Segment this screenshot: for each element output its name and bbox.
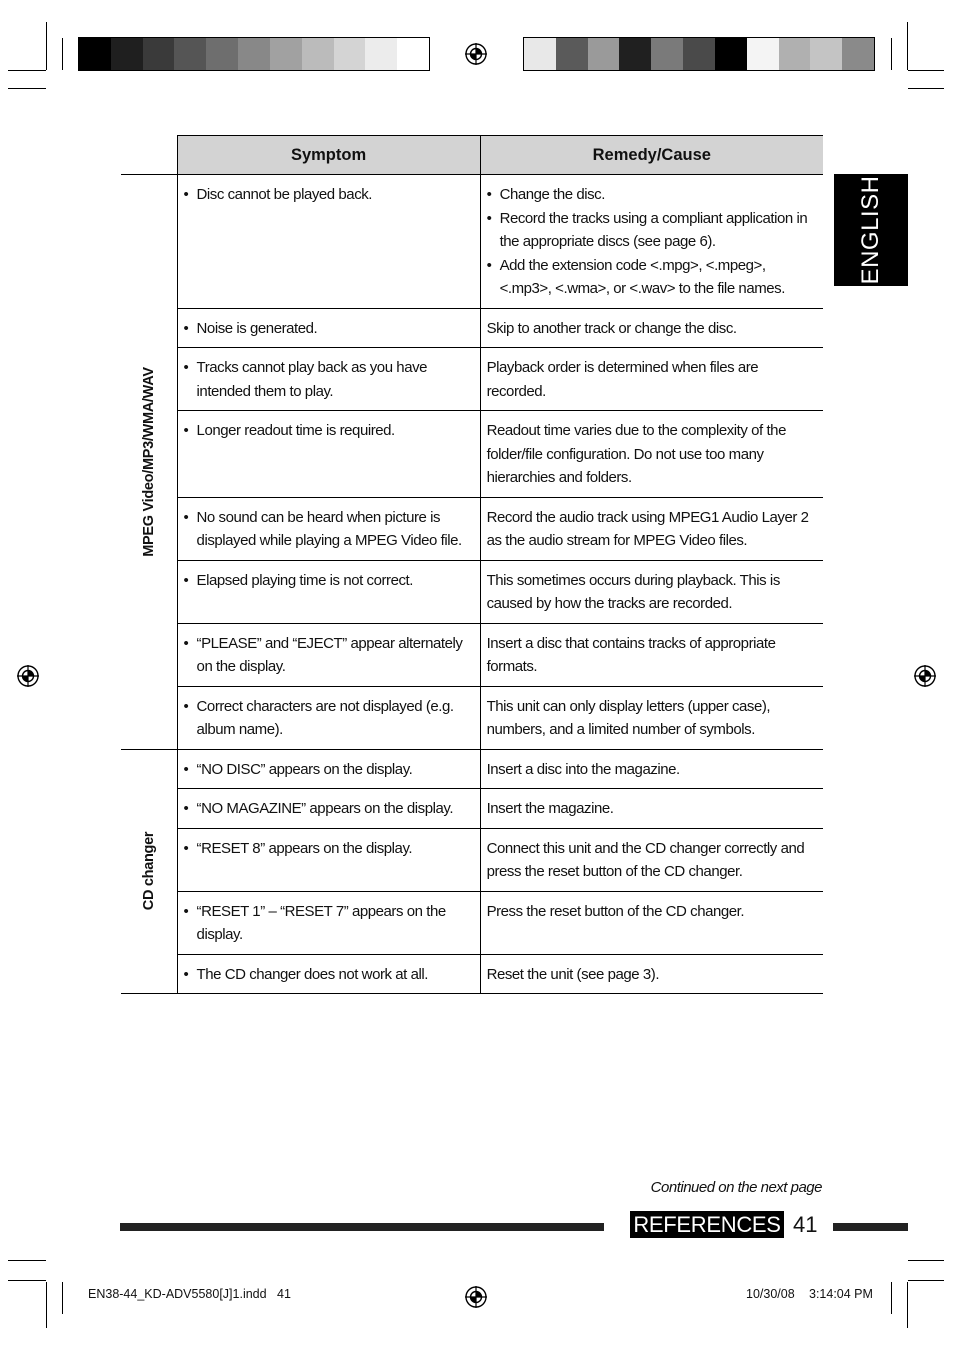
crop-mark [908, 88, 944, 89]
crosshair-target-icon [913, 664, 937, 688]
crop-mark [8, 88, 46, 89]
color-swatch [238, 38, 270, 70]
symptom-text: • The CD changer does not work at all. [197, 963, 475, 987]
remedy-text: • Record the tracks using a compliant application in the appropriate discs (see page 6). [500, 207, 818, 254]
color-swatch [810, 38, 842, 70]
table-row [121, 308, 823, 348]
symptom-text: • “NO DISC” appears on the display. [197, 758, 475, 782]
crop-mark [8, 70, 46, 71]
color-swatch [715, 38, 747, 70]
symptom-text: • Longer readout time is required. [197, 419, 475, 443]
table-row [121, 954, 823, 994]
remedy-text: Readout time varies due to the complexity of the folder/file configuration. Do not use too many hierarchies and folders. [486, 422, 786, 486]
table-header-spacer [121, 136, 177, 175]
remedy-text: Insert the magazine. [486, 800, 614, 817]
symptom-cell [177, 686, 480, 749]
remedy-cell [480, 308, 823, 348]
remedy-text: Press the reset button of the CD changer. [486, 902, 745, 920]
color-swatch [302, 38, 334, 70]
symptom-cell [177, 749, 480, 789]
crop-mark [907, 1282, 908, 1328]
color-swatch [524, 38, 556, 70]
symptom-text: • Disc cannot be played back. [197, 183, 475, 207]
footer-rule-left [120, 1223, 604, 1231]
color-swatch [334, 38, 366, 70]
remedy-text: • Add the extension code <.mpg>, <.mpeg>, <.mp3>, <.wma>, or <.wav> to the file names. [500, 254, 818, 301]
crop-mark [62, 38, 63, 70]
color-swatch [842, 38, 874, 70]
symptom-cell [177, 308, 480, 348]
table-row [121, 789, 823, 829]
symptom-cell [177, 828, 480, 891]
remedy-cell [480, 348, 823, 411]
remedy-text: Insert a disc into the magazine. [486, 760, 680, 778]
symptom-cell [177, 497, 480, 560]
color-swatch [747, 38, 779, 70]
remedy-cell [480, 497, 823, 560]
color-swatch [206, 38, 238, 70]
page-number: 41 [793, 1212, 818, 1237]
print-slug-time: 3:14:04 PM [809, 1287, 873, 1301]
table-row [121, 497, 823, 560]
remedy-cell [480, 749, 823, 789]
language-tab [834, 174, 908, 286]
symptom-text: • “RESET 1” – “RESET 7” appears on the display. [197, 900, 475, 947]
remedy-text: This unit can only display letters (upper case), numbers, and a limited number of symbols. [486, 697, 771, 738]
remedy-text: Skip to another track or change the disc. [486, 319, 737, 337]
table-row [121, 828, 823, 891]
symptom-text: • Elapsed playing time is not correct. [197, 569, 475, 593]
crop-mark [46, 1282, 47, 1328]
remedy-cell [480, 411, 823, 498]
crop-mark [8, 1260, 46, 1261]
troubleshooting-table [121, 135, 823, 994]
category-label: MPEG Video/MP3/WMA/WAV [140, 367, 157, 557]
color-swatch [588, 38, 620, 70]
table-row [121, 623, 823, 686]
symptom-text: • No sound can be heard when picture is displayed while playing a MPEG Video file. [197, 506, 475, 553]
language-tab-label: ENGLISH [857, 175, 884, 285]
remedy-text: Reset the unit (see page 3). [486, 965, 660, 983]
table-row [121, 749, 823, 789]
crosshair-target-icon [464, 1285, 488, 1309]
crop-mark [46, 22, 47, 70]
remedy-cell [480, 175, 823, 309]
symptom-cell [177, 175, 480, 309]
category-cell [121, 749, 177, 994]
symptom-cell [177, 411, 480, 498]
crosshair-target-icon [16, 664, 40, 688]
crop-mark [62, 1282, 63, 1314]
continued-note: Continued on the next page [650, 1179, 822, 1196]
symptom-cell [177, 954, 480, 994]
symptom-text: • “RESET 8” appears on the display. [197, 837, 475, 861]
remedy-header: Remedy/Cause [480, 136, 823, 175]
color-swatch [619, 38, 651, 70]
remedy-cell [480, 954, 823, 994]
crosshair-target-icon [464, 42, 488, 66]
color-swatch [651, 38, 683, 70]
crop-mark [907, 22, 908, 70]
remedy-cell [480, 623, 823, 686]
symptom-text: • “PLEASE” and “EJECT” appear alternately on the display. [197, 632, 475, 679]
crop-mark [891, 38, 892, 70]
table-row [121, 560, 823, 623]
color-swatch [556, 38, 588, 70]
remedy-text: Record the audio track using MPEG1 Audio Layer 2 as the audio stream for MPEG Video files. [486, 508, 809, 549]
color-swatch [79, 38, 111, 70]
symptom-cell [177, 891, 480, 954]
symptom-text: • Noise is generated. [197, 317, 475, 341]
remedy-text: Insert a disc that contains tracks of appropriate formats. [486, 634, 776, 675]
remedy-text: Connect this unit and the CD changer correctly and press the reset button of the CD changer. [486, 839, 805, 880]
table-body [121, 175, 823, 994]
table-row [121, 891, 823, 954]
color-swatch [174, 38, 206, 70]
symptom-cell [177, 623, 480, 686]
table-row [121, 348, 823, 411]
table-row [121, 175, 823, 309]
crop-mark [908, 1260, 944, 1261]
crop-mark [8, 1280, 46, 1281]
category-label: CD changer [140, 832, 157, 911]
category-cell [121, 175, 177, 750]
color-swatch [683, 38, 715, 70]
symptom-cell [177, 348, 480, 411]
table-row [121, 686, 823, 749]
color-swatch [111, 38, 143, 70]
color-swatch [143, 38, 175, 70]
remedy-text: • Change the disc. [500, 183, 818, 207]
symptom-text: • Tracks cannot play back as you have intended them to play. [197, 356, 475, 403]
print-slug-date: 10/30/08 [746, 1287, 795, 1301]
remedy-text: This sometimes occurs during playback. This is caused by how the tracks are recorded. [486, 571, 780, 612]
remedy-cell [480, 686, 823, 749]
symptom-text: • “NO MAGAZINE” appears on the display. [197, 797, 475, 821]
section-label: REFERENCES [633, 1212, 781, 1237]
symptom-cell [177, 789, 480, 829]
table-header-row [121, 136, 823, 175]
table-row [121, 411, 823, 498]
symptom-text: • Correct characters are not displayed (e.g. album name). [197, 695, 475, 742]
color-swatch [365, 38, 397, 70]
remedy-cell [480, 789, 823, 829]
crop-mark [891, 1282, 892, 1314]
print-slug-file: EN38-44_KD-ADV5580[J]1.indd 41 [88, 1287, 291, 1301]
remedy-text: Playback order is determined when files are recorded. [486, 359, 759, 400]
color-swatch [270, 38, 302, 70]
color-swatch [397, 38, 429, 70]
symptom-header: Symptom [177, 136, 480, 175]
color-swatch [779, 38, 811, 70]
remedy-cell [480, 560, 823, 623]
footer-rule-right [833, 1223, 908, 1231]
remedy-cell [480, 828, 823, 891]
crop-mark [908, 70, 944, 71]
remedy-cell [480, 891, 823, 954]
crop-mark [908, 1280, 944, 1281]
symptom-cell [177, 560, 480, 623]
